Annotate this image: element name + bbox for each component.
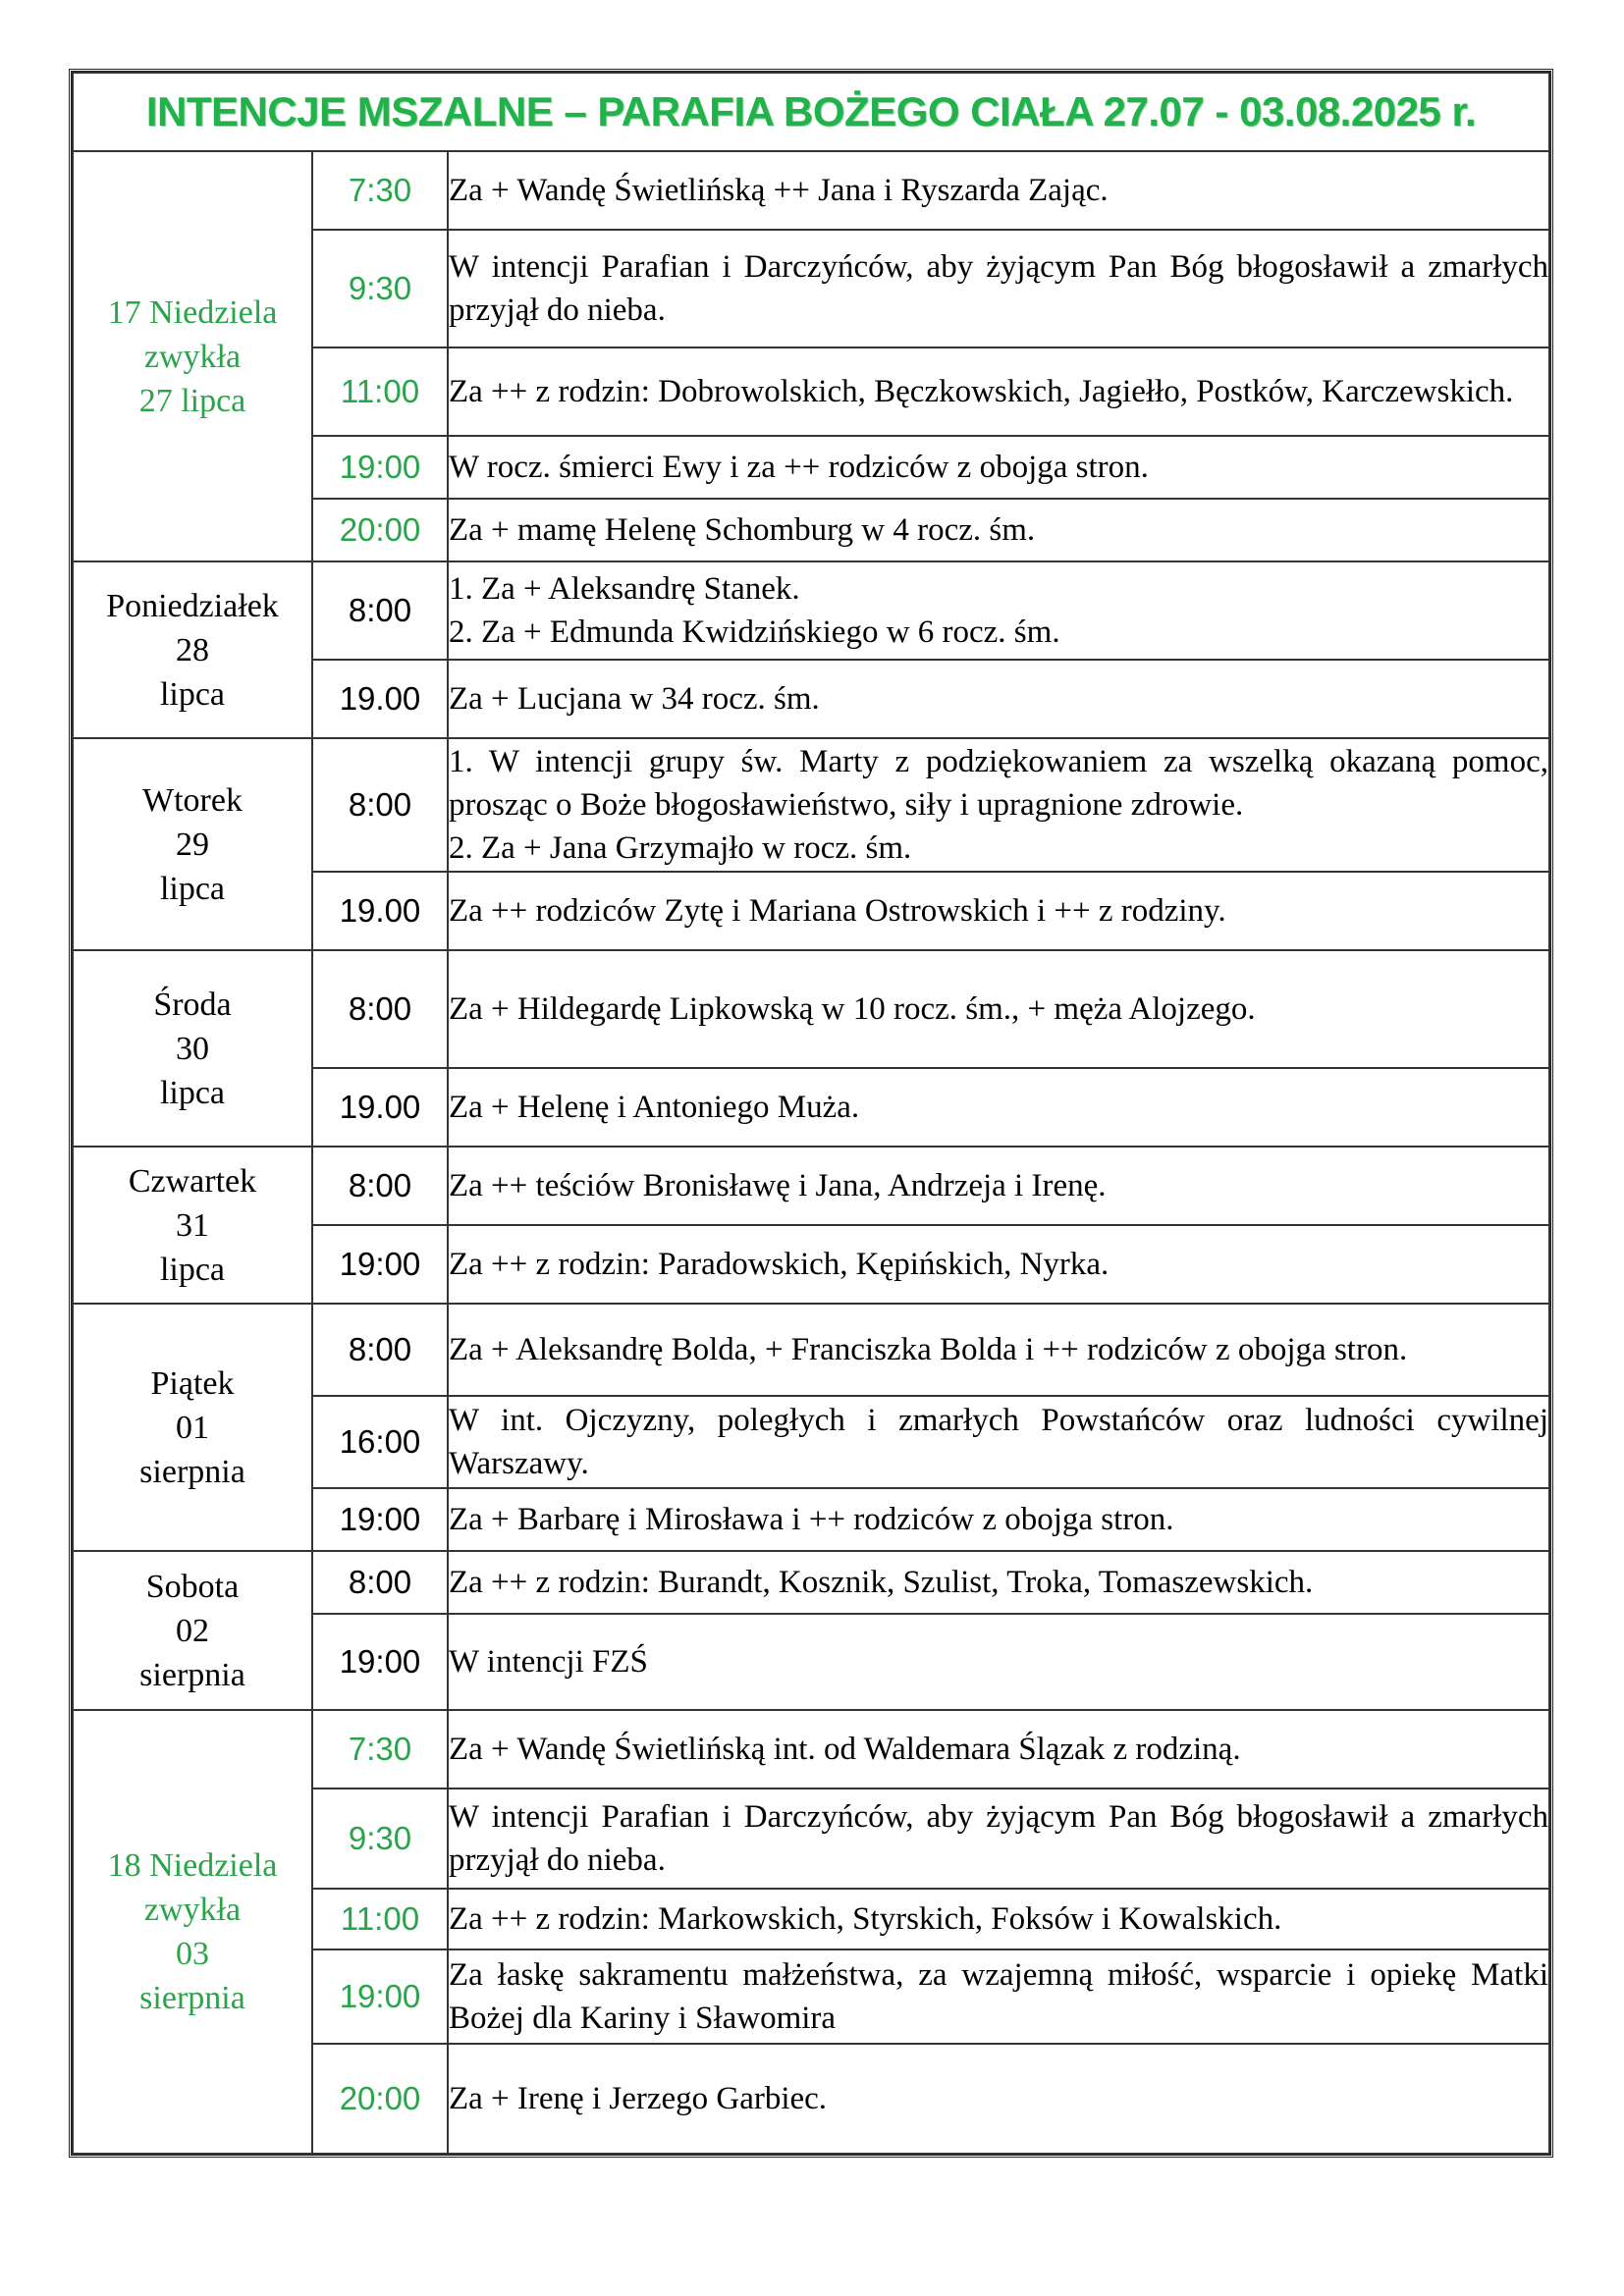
mass-intention: [448, 1889, 1549, 1949]
mass-time: 9:30: [312, 230, 448, 347]
mass-intention: [448, 950, 1549, 1068]
day-label-line: lipca: [159, 1074, 226, 1111]
mass-time: 11:00: [312, 347, 448, 436]
day-label: [73, 1304, 312, 1551]
intention-line: Za + Wandę Świetlińską ++ Jana i Ryszarda Zając.: [449, 173, 1109, 208]
intention-line: W intencji Parafian i Darczyńców, aby żyjącym Pan Bóg błogosławił a zmarłych przyjął do nieba.: [449, 1799, 1548, 1878]
day-label-line: lipca: [159, 1251, 226, 1288]
day-label: [73, 561, 312, 738]
day-label-line: 17 Niedziela: [107, 294, 278, 331]
intention-line: Za + Barbarę i Mirosława i ++ rodziców z obojga stron.: [449, 1502, 1174, 1537]
day-label-line: Czwartek: [128, 1162, 257, 1200]
day-label: [73, 738, 312, 950]
mass-time: 9:30: [312, 1789, 448, 1889]
mass-time: 7:30: [312, 151, 448, 230]
day-label-line: zwykła: [143, 338, 242, 375]
day-label: [73, 1551, 312, 1710]
mass-intention: [448, 230, 1549, 347]
day-label-line: Poniedziałek: [106, 587, 279, 624]
day-label: [73, 1147, 312, 1304]
mass-row: [73, 1551, 1549, 1614]
mass-time: 8:00: [312, 1304, 448, 1396]
intention-line: 2. Za + Jana Grzymajło w rocz. śm.: [449, 830, 912, 866]
mass-intentions-table: [72, 72, 1550, 2155]
day-label-line: 01: [176, 1409, 209, 1446]
mass-time: 7:30: [312, 1710, 448, 1789]
mass-intention: [448, 1551, 1549, 1614]
intention-line: Za ++ z rodzin: Dobrowolskich, Bęczkowskich, Jagiełło, Postków, Karczewskich.: [449, 374, 1514, 409]
mass-intention: [448, 347, 1549, 436]
intention-line: 1. Za + Aleksandrę Stanek.: [449, 571, 800, 607]
day-label: [73, 1710, 312, 2154]
mass-time: 8:00: [312, 1551, 448, 1614]
day-label-line: 31: [176, 1206, 209, 1244]
day-label-line: sierpnia: [139, 1453, 245, 1490]
intention-line: 1. W intencji grupy św. Marty z podziękowaniem za wszelką okazaną pomoc, prosząc o Boże błogosławieństwo, siły i upragnione zdrowie.: [449, 744, 1548, 823]
mass-row: [73, 561, 1549, 660]
mass-intention: [448, 2044, 1549, 2154]
day-label-line: Środa: [153, 986, 232, 1023]
intention-line: W rocz. śmierci Ewy i za ++ rodziców z obojga stron.: [449, 450, 1149, 485]
mass-time: 19:00: [312, 436, 448, 499]
mass-row: [73, 1147, 1549, 1225]
day-label: [73, 950, 312, 1147]
intention-line: Za + Aleksandrę Bolda, + Franciszka Bolda i ++ rodziców z obojga stron.: [449, 1332, 1408, 1367]
intention-line: 2. Za + Edmunda Kwidzińskiego w 6 rocz. śm.: [449, 614, 1060, 650]
mass-intention: [448, 1789, 1549, 1889]
mass-time: 16:00: [312, 1396, 448, 1488]
mass-time: 20:00: [312, 499, 448, 561]
day-label-line: Piątek: [150, 1364, 235, 1402]
intention-line: Za ++ z rodzin: Burandt, Kosznik, Szulist, Troka, Tomaszewskich.: [449, 1565, 1314, 1600]
mass-time: 19:00: [312, 1949, 448, 2044]
day-label-line: Wtorek: [142, 781, 243, 819]
mass-time: 11:00: [312, 1889, 448, 1949]
mass-intention: [448, 1304, 1549, 1396]
day-label-line: lipca: [159, 675, 226, 713]
intention-line: Za łaskę sakramentu małżeństwa, za wzajemną miłość, wsparcie i opiekę Matki Bożej dla Kariny i Sławomira: [449, 1957, 1548, 2036]
mass-intention: [448, 660, 1549, 738]
page-title: INTENCJE MSZALNE – PARAFIA BOŻEGO CIAŁA 27.07 - 03.08.2025 r.: [73, 73, 1549, 151]
day-label: [73, 151, 312, 561]
mass-row: [73, 950, 1549, 1068]
mass-intention: [448, 1396, 1549, 1488]
intention-line: W int. Ojczyzny, poległych i zmarłych Powstańców oraz ludności cywilnej Warszawy.: [449, 1403, 1548, 1481]
mass-intention: [448, 1614, 1549, 1710]
day-label-line: 28: [176, 631, 209, 668]
mass-intention: [448, 1949, 1549, 2044]
intention-line: Za + Lucjana w 34 rocz. śm.: [449, 681, 820, 717]
mass-time: 19.00: [312, 872, 448, 950]
mass-row: [73, 1710, 1549, 1789]
day-label-line: 27 lipca: [138, 382, 246, 419]
mass-intention: [448, 1147, 1549, 1225]
day-label-line: Sobota: [145, 1568, 240, 1605]
mass-intentions-sheet: [69, 69, 1553, 2158]
day-label-line: sierpnia: [139, 1656, 245, 1693]
mass-intention: [448, 436, 1549, 499]
intention-line: Za + Hildegardę Lipkowską w 10 rocz. śm., + męża Alojzego.: [449, 991, 1256, 1027]
day-label-line: 18 Niedziela: [107, 1847, 278, 1884]
day-label-line: 30: [176, 1030, 209, 1067]
mass-row: [73, 1304, 1549, 1396]
day-label-line: 03: [176, 1936, 209, 1972]
day-label-line: zwykła: [143, 1892, 242, 1928]
mass-time: 19.00: [312, 1068, 448, 1147]
mass-time: 8:00: [312, 950, 448, 1068]
intention-line: Za ++ teściów Bronisławę i Jana, Andrzeja i Irenę.: [449, 1168, 1107, 1203]
intention-line: Za + mamę Helenę Schomburg w 4 rocz. śm.: [449, 512, 1036, 548]
intention-line: Za + Helenę i Antoniego Muża.: [449, 1090, 860, 1125]
mass-intention: [448, 1225, 1549, 1304]
mass-intention: [448, 738, 1549, 872]
day-label-line: lipca: [159, 870, 226, 907]
mass-time: 8:00: [312, 1147, 448, 1225]
mass-time: 20:00: [312, 2044, 448, 2154]
day-label-line: sierpnia: [139, 1980, 245, 2016]
day-label-line: 29: [176, 826, 209, 863]
mass-intention: [448, 1068, 1549, 1147]
mass-row: [73, 738, 1549, 872]
mass-time: 19:00: [312, 1614, 448, 1710]
mass-intention: [448, 561, 1549, 660]
mass-row: [73, 151, 1549, 230]
mass-intention: [448, 151, 1549, 230]
mass-intention: [448, 872, 1549, 950]
mass-intention: [448, 1710, 1549, 1789]
title-row: [73, 73, 1549, 151]
intention-line: Za ++ z rodzin: Paradowskich, Kępińskich, Nyrka.: [449, 1247, 1110, 1282]
mass-time: 19:00: [312, 1225, 448, 1304]
mass-time: 8:00: [312, 561, 448, 660]
intention-line: Za + Irenę i Jerzego Garbiec.: [449, 2081, 828, 2116]
mass-intention: [448, 1488, 1549, 1551]
intention-line: W intencji Parafian i Darczyńców, aby żyjącym Pan Bóg błogosławił a zmarłych przyjął do nieba.: [449, 249, 1548, 328]
mass-intention: [448, 499, 1549, 561]
day-label-line: 02: [176, 1612, 209, 1649]
mass-time: 8:00: [312, 738, 448, 872]
intention-line: Za + Wandę Świetlińską int. od Waldemara Ślązak z rodziną.: [449, 1732, 1241, 1767]
mass-time: 19.00: [312, 660, 448, 738]
intention-line: W intencji FZŚ: [449, 1644, 648, 1680]
intention-line: Za ++ z rodzin: Markowskich, Styrskich, Foksów i Kowalskich.: [449, 1901, 1282, 1937]
mass-time: 19:00: [312, 1488, 448, 1551]
intention-line: Za ++ rodziców Zytę i Mariana Ostrowskich i ++ z rodziny.: [449, 893, 1226, 929]
